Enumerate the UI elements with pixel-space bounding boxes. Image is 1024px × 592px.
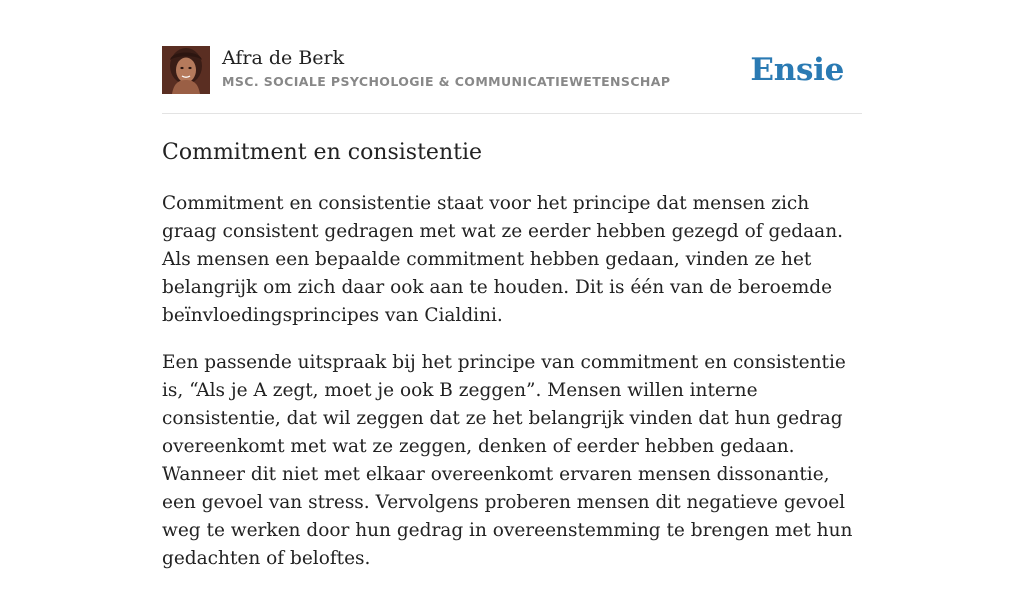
author-header — [162, 46, 862, 96]
article-paragraph: Een passende uitspraak bij het principe van commitment en consistentie is, “Als je A zegt, moet je ook B zeggen”. Mensen willen interne consistentie, dat wil zeggen dat ze het belangrijk vinden dat hun gedrag overeenkomt met wat ze zeggen, denken of eerder hebben gedaan. Wanneer dit niet met elkaar overeenkomt ervaren mensen dissonantie, een gevoel van stress. Vervolgens proberen mensen dit negatieve gevoel weg te werken door hun gedrag in overeenstemming te brengen met hun gedachten of beloftes. — [162, 352, 853, 569]
author-name[interactable]: Afra de Berk — [222, 47, 345, 69]
article-body — [162, 190, 862, 592]
article-paragraph: Commitment en consistentie staat voor het principe dat mensen zich graag consistent gedragen met wat ze eerder hebben gezegd of gedaan. Als mensen een bepaalde commitment hebben gedaan, vinden ze het belangrijk om zich daar ook aan te houden. Dit is één van de beroemde beïnvloedingsprincipes van Cialdini. — [162, 193, 844, 326]
author-credentials: MSC. SOCIALE PSYCHOLOGIE & COMMUNICATIEWETENSCHAP — [222, 74, 671, 89]
author-avatar[interactable] — [162, 46, 210, 94]
author-portrait-icon — [162, 46, 210, 94]
article-title: Commitment en consistentie — [162, 140, 483, 165]
header-divider — [162, 113, 862, 114]
ensie-logo[interactable]: Ensie — [750, 52, 844, 88]
